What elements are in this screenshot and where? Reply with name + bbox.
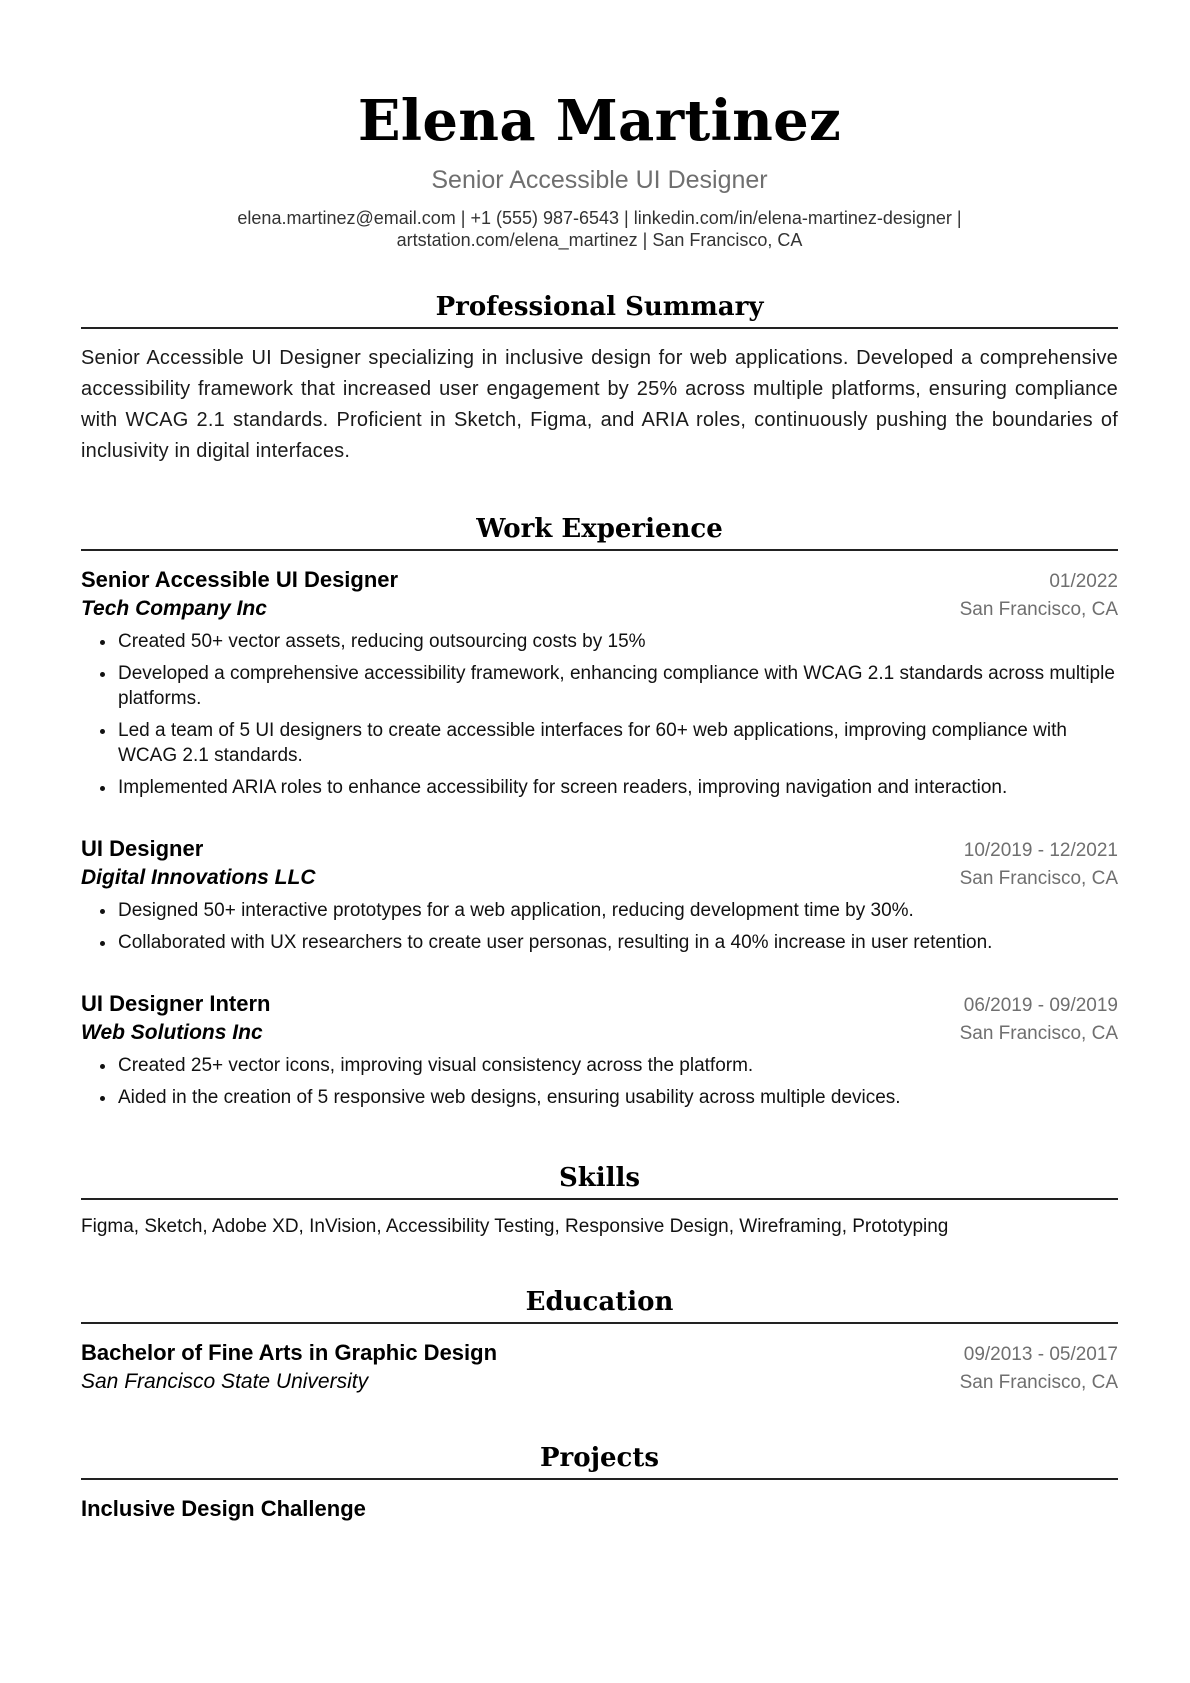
education-section [81,1284,1118,1396]
section-title-summary: Professional Summary [81,289,1118,329]
education-entry [81,1338,1118,1396]
list-item: • Collaborated with UX researchers to create user personas, resulting in a 40% increase in user retention. [117,930,1118,955]
skills-section [81,1160,1118,1240]
resume-page [81,0,1118,1524]
list-item: • Created 50+ vector assets, reducing outsourcing costs by 15% [117,629,1118,654]
list-item: • Aided in the creation of 5 responsive web designs, ensuring usability across multiple devices. [117,1085,1118,1110]
job-date: 01/2022 [1049,571,1118,592]
summary-text: Senior Accessible UI Designer specializing in inclusive design for web applications. Developed a comprehensive accessibility framework that increased user engagement by 25% across multiple platforms, ensuring compliance with WCAG 2.1 standards. Proficient in Sketch, Figma, and ARIA roles, continuously pushing the boundaries of inclusivity in digital interfaces. [81,347,1118,462]
job-header [81,565,1118,595]
job-date: 06/2019 - 09/2019 [963,995,1118,1016]
job-bullets [81,898,1118,955]
job-role: UI Designer [81,836,204,861]
candidate-name: Elena Martinez [357,88,842,154]
contact-info [170,207,1030,251]
section-title-skills: Skills [81,1160,1118,1200]
job-subheader [81,1019,1118,1047]
list-item: • Developed a comprehensive accessibility framework, enhancing compliance with WCAG 2.1 standards across multiple platforms. [117,661,1118,711]
candidate-headline: Senior Accessible UI Designer [431,166,768,194]
education-school: San Francisco State University [81,1370,369,1393]
section-title-experience: Work Experience [81,511,1118,551]
job-company: Digital Innovations LLC [81,866,316,889]
job-company: Web Solutions Inc [81,1021,263,1044]
education-date: 09/2013 - 05/2017 [963,1344,1118,1365]
skills-text: Figma, Sketch, Adobe XD, InVision, Accessibility Testing, Responsive Design, Wireframing, Prototyping [81,1216,949,1237]
job-role: UI Designer Intern [81,991,271,1016]
job-bullets [81,629,1118,800]
list-item: • Created 25+ vector icons, improving visual consistency across the platform. [117,1053,1118,1078]
job-entry [81,989,1118,1110]
section-title-projects: Projects [81,1440,1118,1480]
job-header [81,989,1118,1019]
job-role: Senior Accessible UI Designer [81,567,399,592]
projects-section [81,1440,1118,1524]
education-header [81,1338,1118,1368]
job-location: San Francisco, CA [959,1023,1118,1044]
education-subheader [81,1368,1118,1396]
section-title-education: Education [81,1284,1118,1324]
job-header [81,834,1118,864]
job-subheader [81,595,1118,623]
project-name: Inclusive Design Challenge [81,1496,366,1521]
list-item: • Implemented ARIA roles to enhance accessibility for screen readers, improving navigation and interaction. [117,775,1118,800]
summary-section [81,289,1118,467]
job-location: San Francisco, CA [959,868,1118,889]
job-location: San Francisco, CA [959,599,1118,620]
job-bullets [81,1053,1118,1110]
education-location: San Francisco, CA [959,1372,1118,1393]
job-date: 10/2019 - 12/2021 [963,840,1118,861]
job-company: Tech Company Inc [81,597,267,620]
list-item: • Led a team of 5 UI designers to create accessible interfaces for 60+ web applications, improving compliance with WCAG 2.1 standards. [117,718,1118,768]
experience-section [81,511,1118,1110]
list-item: • Designed 50+ interactive prototypes for a web application, reducing development time by 30%. [117,898,1118,923]
job-entry [81,834,1118,955]
project-entry [81,1494,1118,1524]
job-subheader [81,864,1118,892]
contact-line: artstation.com/elena_martinez | San Francisco, CA [396,230,803,250]
job-entry [81,565,1118,800]
education-degree: Bachelor of Fine Arts in Graphic Design [81,1340,498,1365]
contact-line: elena.martinez@email.com | +1 (555) 987-6543 | linkedin.com/in/elena-martinez-designer | [237,208,962,228]
